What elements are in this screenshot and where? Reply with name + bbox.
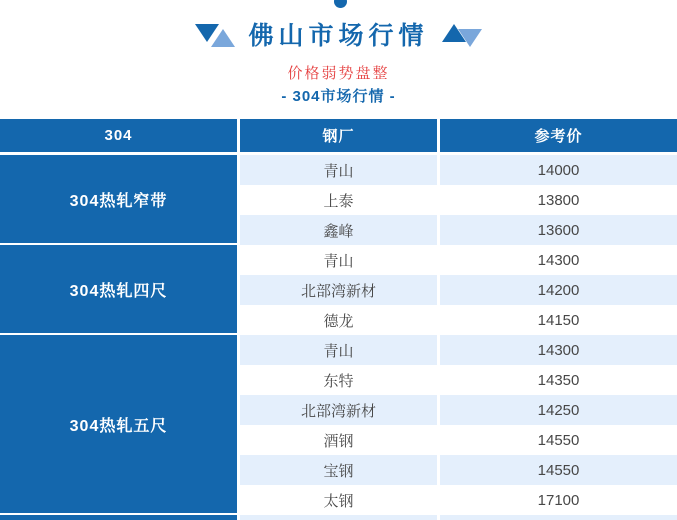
table-row — [240, 515, 677, 520]
table-row — [240, 485, 677, 515]
mill-cell: 北部湾新材 — [240, 395, 437, 425]
price-table — [0, 119, 677, 520]
mill-cell: 青山 — [240, 245, 437, 275]
price-cell: 14300 — [440, 245, 677, 275]
price-cell: 14550 — [440, 425, 677, 455]
table-row — [240, 395, 677, 425]
price-trend-note: 价格弱势盘整 — [287, 65, 390, 82]
table-header-row — [0, 119, 677, 152]
table-group — [0, 335, 677, 515]
table-row — [240, 335, 677, 365]
table-row — [240, 155, 677, 185]
mill-cell: 青山 — [240, 335, 437, 365]
price-cell: 13800 — [440, 185, 677, 215]
price-cell: 14550 — [440, 455, 677, 485]
price-cell: 13600 — [440, 215, 677, 245]
mill-cell: 东特 — [240, 365, 437, 395]
table-row — [240, 305, 677, 335]
mill-cell: 北部湾新材 — [240, 275, 437, 305]
table-row — [240, 185, 677, 215]
price-cell: 14300 — [440, 335, 677, 365]
table-body — [0, 155, 677, 520]
mill-cell: 太钢 — [240, 485, 437, 515]
price-cell: 14350 — [440, 365, 677, 395]
group-label-cell: 304热轧五尺 — [0, 335, 237, 515]
partial-next-group — [0, 515, 677, 520]
mill-cell: 青山 — [240, 155, 437, 185]
table-row — [240, 245, 677, 275]
group-label-cell: 304热轧四尺 — [0, 245, 237, 335]
price-cell: 17100 — [440, 485, 677, 515]
left-triangles-icon — [195, 24, 235, 48]
price-cell: 14250 — [440, 395, 677, 425]
mill-cell: 德龙 — [240, 305, 437, 335]
price-cell — [440, 515, 677, 520]
mill-cell — [240, 515, 437, 520]
table-group — [0, 155, 677, 245]
table-row — [240, 425, 677, 455]
group-rows — [240, 335, 677, 515]
top-dot-icon — [334, 0, 347, 8]
mill-cell: 鑫峰 — [240, 215, 437, 245]
table-header-cell: 钢厂 — [240, 119, 437, 152]
triangle-up-light-icon — [211, 29, 235, 47]
table-row — [240, 215, 677, 245]
table-group — [0, 245, 677, 335]
table-header-cell: 304 — [0, 119, 237, 152]
mill-cell: 上泰 — [240, 185, 437, 215]
table-row — [240, 455, 677, 485]
price-cell: 14200 — [440, 275, 677, 305]
triangle-down-light-icon — [458, 29, 482, 47]
mill-cell: 宝钢 — [240, 455, 437, 485]
group-label-cell: 304热轧窄带 — [0, 155, 237, 245]
table-row — [240, 365, 677, 395]
page-title-row — [0, 22, 677, 50]
group-rows — [240, 245, 677, 335]
price-cell: 14150 — [440, 305, 677, 335]
table-row — [240, 275, 677, 305]
price-cell: 14000 — [440, 155, 677, 185]
table-header-cell: 参考价 — [440, 119, 677, 152]
group-rows — [240, 155, 677, 245]
page-title: 佛山市场行情 — [248, 22, 429, 50]
section-subtitle: - 304市场行情 - — [281, 88, 396, 105]
right-triangles-icon — [442, 24, 482, 48]
mill-cell: 酒钢 — [240, 425, 437, 455]
group-label-cell — [0, 515, 237, 520]
group-rows — [240, 515, 677, 520]
